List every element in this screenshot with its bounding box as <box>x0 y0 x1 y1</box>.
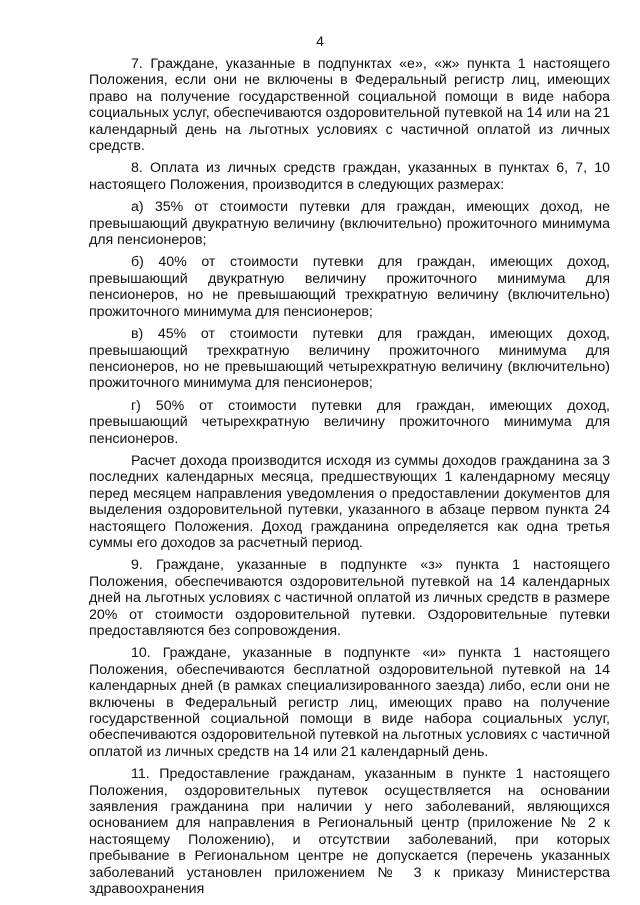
page-number: 4 <box>316 33 324 49</box>
document-body <box>89 56 610 898</box>
paragraph-8b: б) 40% от стоимости путевки для граждан, имеющих доход, превышающий двукратную величину прожиточного минимума для пенсионеров, но не превышающий трехкратную величину (включительно) прожиточного минимума для пенсионеров; <box>89 254 610 320</box>
paragraph-8v: в) 45% от стоимости путевки для граждан, имеющих доход, превышающий трехкратную величину прожиточного минимума для пенсионеров, но не превышающий четырехкратную величину (включительно) прожиточного минимума для пенсионеров; <box>89 326 610 392</box>
paragraph-8a: а) 35% от стоимости путевки для граждан, имеющих доход, не превышающий двукратную величину (включительно) прожиточного минимума для пенсионеров; <box>89 199 610 249</box>
paragraph-8: 8. Оплата из личных средств граждан, указанных в пунктах 6, 7, 10 настоящего Положения, производится в следующих размерах: <box>89 160 610 193</box>
paragraph-10: 10. Граждане, указанные в подпункте «и» пункта 1 настоящего Положения, обеспечиваются бесплатной оздоровительной путевкой на 14 календарных дней (в рамках специализированного заезда) либо, если они не включены в Федеральный регистр лиц, имеющих право на получение государственной социальной помощи в виде набора социальных услуг, обеспечиваются оздоровительной путевкой на льготных условиях с частичной оплатой из личных средств на 14 или 21 календарный день. <box>89 645 610 760</box>
paragraph-8g: г) 50% от стоимости путевки для граждан, имеющих доход, превышающий четырехкратную величину прожиточного минимума для пенсионеров. <box>89 397 610 447</box>
paragraph-7: 7. Граждане, указанные в подпунктах «е», «ж» пункта 1 настоящего Положения, если они не включены в Федеральный регистр лиц, имеющих право на получение государственной социальной помощи в виде набора социальных услуг, обеспечиваются оздоровительной путевкой на 14 или на 21 календарный день на льготных условиях с частичной оплатой из личных средств. <box>89 56 610 155</box>
paragraph-income-calculation: Расчет дохода производится исходя из суммы доходов гражданина за 3 последних календарных месяца, предшествующих 1 календарному месяцу перед месяцем направления уведомления о предоставлении документов для выделения оздоровительной путевки, указанного в абзаце первом пункта 24 настоящего Положения. Доход гражданина определяется как одна третья суммы его доходов за расчетный период. <box>89 452 610 551</box>
paragraph-9: 9. Граждане, указанные в подпункте «з» пункта 1 настоящего Положения, обеспечиваются оздоровительной путевкой на 14 календарных дней на льготных условиях с частичной оплатой из личных средств в размере 20% от стоимости оздоровительной путевки. Оздоровительные путевки предоставляются без сопровождения. <box>89 557 610 639</box>
paragraph-11: 11. Предоставление гражданам, указанным в пункте 1 настоящего Положения, оздоровительных путевок осуществляется на основании заявления гражданина при наличии у него заболеваний, являющихся основанием для направления в Региональный центр (приложение № 2 к настоящему Положению), и отсутствии заболеваний, при которых пребывание в Региональном центре не допускается (перечень указанных заболеваний установлен приложением № 3 к приказу Министерства здравоохранения <box>89 766 610 898</box>
